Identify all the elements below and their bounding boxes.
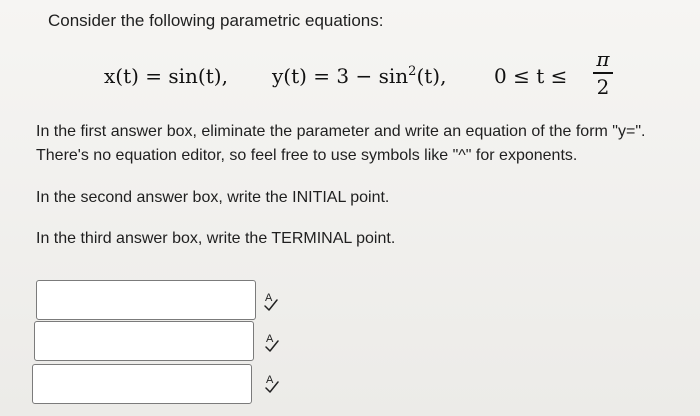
answer-box-3[interactable] bbox=[32, 364, 252, 404]
fraction-numerator: π bbox=[596, 47, 610, 71]
svg-text:A: A bbox=[266, 333, 274, 345]
instruction-first-box: In the first answer box, eliminate the parameter and write an equation of the form "y=". There's no equation editor, so feel free to use symbols like "^" for exponents. bbox=[36, 123, 646, 164]
svg-text:A: A bbox=[266, 374, 274, 386]
pi-over-two-fraction bbox=[591, 48, 615, 100]
spellcheck-icon[interactable] bbox=[262, 331, 282, 353]
answer-box-1[interactable] bbox=[36, 280, 256, 320]
y-equation bbox=[272, 64, 446, 88]
question-intro: Consider the following parametric equations: bbox=[48, 11, 384, 30]
fraction-bar bbox=[593, 72, 613, 74]
y-equation-power: 2 bbox=[408, 64, 417, 79]
parametric-equations bbox=[104, 48, 624, 104]
spellcheck-icon[interactable] bbox=[261, 290, 281, 312]
spellcheck-icon[interactable] bbox=[262, 372, 282, 394]
parameter-range: 0 ≤ t ≤ bbox=[494, 64, 568, 88]
x-equation: x(t) = sin(t), bbox=[104, 64, 228, 88]
answer-box-2[interactable] bbox=[34, 321, 254, 361]
svg-text:A: A bbox=[265, 292, 273, 304]
instruction-second-box: In the second answer box, write the INITIAL point. bbox=[36, 189, 390, 206]
y-equation-suffix: (t), bbox=[416, 64, 447, 88]
instruction-third-box: In the third answer box, write the TERMINAL point. bbox=[36, 230, 396, 247]
fraction-denominator: 2 bbox=[596, 75, 610, 99]
y-equation-prefix: y(t) = 3 − sin bbox=[272, 64, 409, 88]
